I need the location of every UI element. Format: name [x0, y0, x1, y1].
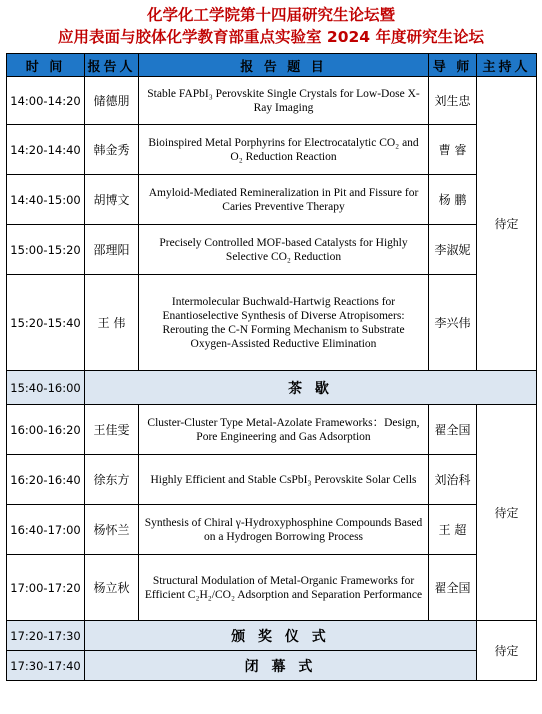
row-advisor: 刘治科: [429, 455, 477, 505]
row-topic: Amyloid-Mediated Remineralization in Pit and Fissure for Caries Preventive Therapy: [139, 175, 429, 225]
session2-host: 待定: [477, 405, 537, 621]
page-title-line1: 化学化工学院第十四届研究生论坛暨: [146, 6, 395, 24]
row-topic: Cluster-Cluster Type Metal-Azolate Frameworks：Design, Pore Engineering and Gas Adsorption: [139, 405, 429, 455]
table-row: [7, 77, 537, 125]
award-row: [7, 621, 537, 651]
row-topic: Stable FAPbI₃ Perovskite Single Crystals for Low-Dose X-Ray Imaging: [139, 77, 429, 125]
row-reporter: 韩金秀: [85, 125, 139, 175]
row-advisor: 翟全国: [429, 555, 477, 621]
closing-label: 闭 幕 式: [85, 651, 477, 681]
award-label: 颁 奖 仪 式: [85, 621, 477, 651]
row-time: 16:00-16:20: [7, 405, 85, 455]
header-host: 主持人: [477, 54, 537, 77]
row-reporter: 杨立秋: [85, 555, 139, 621]
row-topic: Precisely Controlled MOF-based Catalysts for Highly Selective CO₂ Reduction: [139, 225, 429, 275]
row-advisor: 翟全国: [429, 405, 477, 455]
closing-host: 待定: [477, 621, 537, 681]
row-time: 17:00-17:20: [7, 555, 85, 621]
tea-break-label: 茶 歇: [85, 371, 537, 405]
row-reporter: 王佳雯: [85, 405, 139, 455]
row-advisor: 李兴伟: [429, 275, 477, 371]
row-time: 14:00-14:20: [7, 77, 85, 125]
row-advisor: 曹 睿: [429, 125, 477, 175]
table-row: [7, 555, 537, 621]
table-row: [7, 125, 537, 175]
row-reporter: 徐东方: [85, 455, 139, 505]
row-topic: Synthesis of Chiral γ-Hydroxyphosphine Compounds Based on a Hydrogen Borrowing Process: [139, 505, 429, 555]
header-advisor: 导 师: [429, 54, 477, 77]
tea-break-time: 15:40-16:00: [7, 371, 85, 405]
table-row: [7, 405, 537, 455]
table-row: [7, 455, 537, 505]
row-reporter: 杨怀兰: [85, 505, 139, 555]
header-topic: 报 告 题 目: [139, 54, 429, 77]
row-topic: Highly Efficient and Stable CsPbI₃ Perovskite Solar Cells: [139, 455, 429, 505]
row-time: 15:20-15:40: [7, 275, 85, 371]
row-reporter: 储德朋: [85, 77, 139, 125]
row-reporter: 邵理阳: [85, 225, 139, 275]
row-advisor: 王 超: [429, 505, 477, 555]
closing-time: 17:30-17:40: [7, 651, 85, 681]
row-advisor: 李淑妮: [429, 225, 477, 275]
session1-host: 待定: [477, 77, 537, 371]
table-header-row: [7, 54, 537, 77]
row-advisor: 杨 鹏: [429, 175, 477, 225]
row-reporter: 胡博文: [85, 175, 139, 225]
row-topic: Intermolecular Buchwald-Hartwig Reactions for Enantioselective Synthesis of Diverse Atropisomers: Rerouting the C-N Forming Mechanism to Substrate Oxygen-Assisted Reductive Elimination: [139, 275, 429, 371]
row-time: 16:40-17:00: [7, 505, 85, 555]
row-time: 14:20-14:40: [7, 125, 85, 175]
row-time: 16:20-16:40: [7, 455, 85, 505]
closing-row: [7, 651, 537, 681]
row-advisor: 刘生忠: [429, 77, 477, 125]
row-topic: Bioinspired Metal Porphyrins for Electrocatalytic CO₂ and O₂ Reduction Reaction: [139, 125, 429, 175]
row-reporter: 王 伟: [85, 275, 139, 371]
award-time: 17:20-17:30: [7, 621, 85, 651]
row-time: 14:40-15:00: [7, 175, 85, 225]
row-time: 15:00-15:20: [7, 225, 85, 275]
tea-break-row: [7, 371, 537, 405]
page-title-line2: 应用表面与胶体化学教育部重点实验室 2024 年度研究生论坛: [58, 28, 484, 46]
header-time: 时 间: [7, 54, 85, 77]
schedule-table: [6, 53, 537, 681]
table-row: [7, 505, 537, 555]
table-row: [7, 275, 537, 371]
table-row: [7, 225, 537, 275]
table-row: [7, 175, 537, 225]
header-reporter: 报告人: [85, 54, 139, 77]
row-topic: Structural Modulation of Metal-Organic Frameworks for Efficient C₂H₂/CO₂ Adsorption and Separation Performance: [139, 555, 429, 621]
